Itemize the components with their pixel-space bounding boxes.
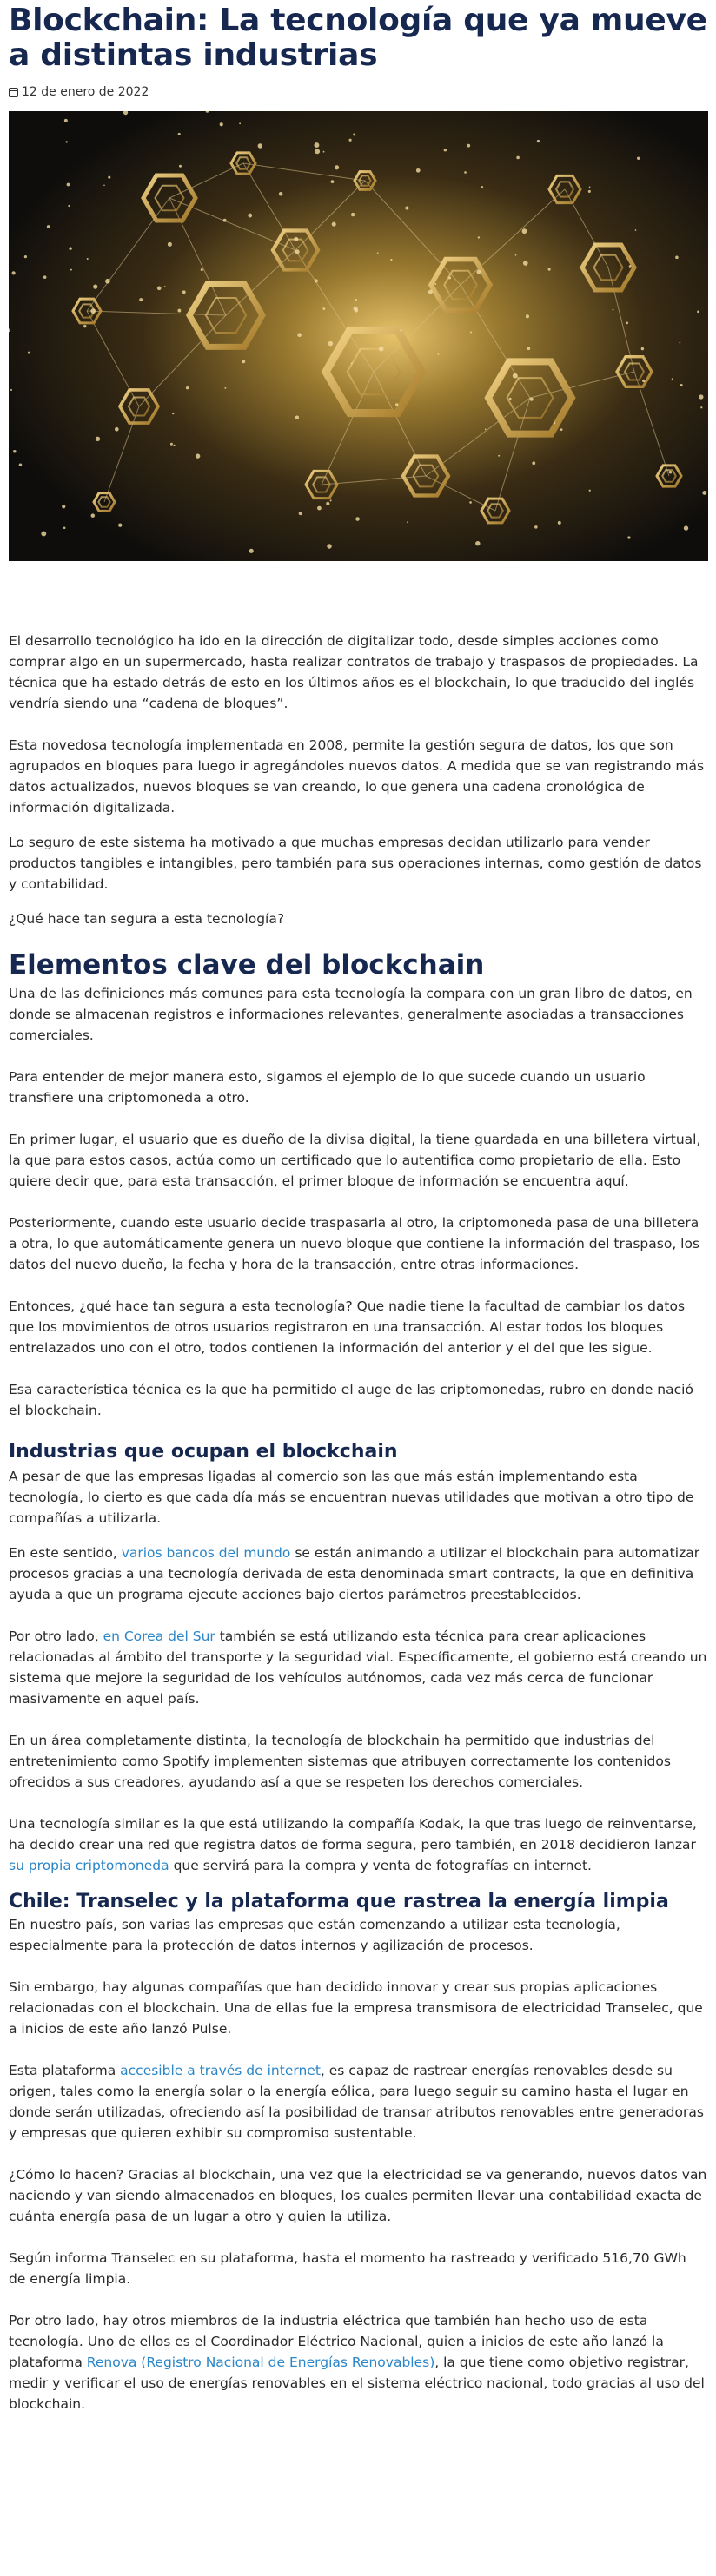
section-heading: Industrias que ocupan el blockchain (9, 1441, 398, 1463)
network-node (67, 183, 70, 187)
network-node (537, 140, 540, 142)
network-node (330, 499, 332, 501)
network-node (395, 403, 398, 406)
network-node (157, 287, 162, 291)
network-node (249, 549, 254, 553)
paragraph (9, 1626, 707, 1709)
network-node (527, 347, 530, 350)
network-node (699, 394, 703, 399)
network-node (172, 413, 174, 414)
network-node (642, 380, 645, 382)
network-node (242, 360, 245, 363)
network-node (105, 279, 110, 284)
network-node (317, 506, 322, 511)
paragraph: Esta novedosa tecnología implementada en 2008, permite la gestión segura de datos, los que son agrupados en bloques para luego ir agregándoles nuevos datos. A medida que se van registrando más datos actualizados, nuevos bloques se van creando, lo que genera una cadena cronológica de información digitalizada. (9, 737, 705, 816)
date-text: 12 de enero de 2022 (22, 85, 149, 99)
network-node (684, 525, 688, 530)
network-node (434, 283, 436, 285)
network-node (90, 308, 96, 314)
network-node (672, 378, 673, 380)
network-node (498, 455, 500, 457)
network-node (323, 151, 325, 153)
network-node (239, 122, 241, 124)
network-node (416, 168, 421, 173)
paragraph: A pesar de que las empresas ligadas al comercio son las que más están implementando esta tecnología, lo cierto es que cada día más se encuentran nuevas utilidades que motivan a otro tipo de compañías a utilizarla. (9, 1469, 694, 1526)
paragraph: En un área completamente distinta, la tecnología de blockchain ha permitido que industrias del entretenimiento como Spotify implementen sistemas que atribuyen correctamente los contenidos ofrecidos a sus creadores, ayudando así a que se respeten los derechos comerciales. (9, 1733, 671, 1790)
network-node (19, 463, 22, 466)
network-node (139, 298, 143, 301)
network-node (115, 427, 119, 432)
network-node (558, 521, 561, 525)
network-node (534, 525, 538, 529)
network-node (178, 133, 181, 135)
network-node (702, 491, 706, 495)
network-node (390, 259, 392, 261)
network-node (530, 398, 534, 401)
text-span: se están animando a utilizar el blockchain para automatizar procesos gracias a una tecnología derivada de esta denominada smart contracts, la que en definitiva ayuda a que un programa ejecute acciones bajo ciertos parámetros preestablecidos. (9, 1545, 700, 1602)
network-node (612, 309, 613, 311)
calendar-icon (9, 88, 18, 97)
article-title: Blockchain: La tecnología que ya mueve a distintas industrias (9, 3, 707, 73)
network-node (332, 222, 336, 227)
network-node (168, 242, 172, 247)
network-node (326, 502, 329, 505)
text-span: , la que tiene como objetivo registrar, medir y verificar el uso de energías renovables en el sistema eléctrico nacional, todo gracias al uso del blockchain. (9, 2355, 705, 2412)
network-node (351, 213, 355, 216)
network-node (12, 271, 16, 274)
network-node (351, 362, 353, 364)
network-node (28, 352, 30, 354)
network-node (355, 309, 358, 313)
network-node (635, 229, 637, 231)
network-node (328, 341, 334, 347)
network-node (526, 314, 529, 318)
network-node (103, 184, 105, 186)
network-node (470, 332, 472, 334)
paragraph: El desarrollo tecnológico ha ido en la dirección de digitalizar todo, desde simples acciones como comprar algo en un supermercado, hasta realizar contratos de trabajo y traspasos de propiedades. La técnica que ha estado detrás de esto en los últimos años es el blockchain, lo que traducido del inglés vendría siendo una “cadena de bloques”. (9, 633, 699, 711)
paragraph: Posteriormente, cuando este usuario decide traspasarla al otro, la criptomoneda pasa de una billetera a otra, lo que automáticamente genera un nuevo bloque que contiene la información del traspaso, los datos del nuevo dueño, la fecha y hora de la transacción, entre otras informaciones. (9, 1215, 700, 1272)
network-node (637, 157, 640, 160)
network-node (469, 501, 472, 504)
paragraph (9, 2060, 707, 2143)
network-node (10, 389, 12, 391)
network-node (629, 265, 632, 268)
network-node (669, 471, 672, 473)
paragraph: ¿Cómo lo hacen? Gracias al blockchain, una vez que la electricidad se va generando, nuevos datos van naciendo y van siendo almacenados en bloques, los cuales permiten llevar una contabilidad exacta de cuánta energía pasa de un lugar a otro y quien la utiliza. (9, 2167, 707, 2224)
network-node (509, 398, 512, 400)
text-span: Por otro lado, hay otros miembros de la industria eléctrica que también han hecho uso de esta tecnología. Uno de ellos es el Coordinador Eléctrico Nacional, quien a inicios de este año lanzó la plataforma (9, 2313, 664, 2370)
network-node (627, 536, 630, 538)
network-node (68, 205, 70, 207)
network-node (91, 513, 96, 518)
paragraph: Para entender de mejor manera esto, sigamos el ejemplo de lo que sucede cuando un usuario transfiere una criptomoneda a otro. (9, 1069, 646, 1106)
network-node (349, 139, 352, 142)
network-node (377, 252, 379, 254)
network-node (327, 544, 331, 548)
network-node (478, 236, 480, 238)
network-node (467, 144, 470, 148)
network-node (477, 270, 481, 274)
network-node (475, 541, 480, 545)
network-node (96, 437, 100, 441)
network-node (485, 429, 487, 431)
paragraph: Esa característica técnica es la que ha permitido el auge de las criptomonedas, rubro en donde nació el blockchain. (9, 1382, 693, 1418)
paragraph (9, 1542, 707, 1605)
network-node (201, 268, 203, 271)
network-node (405, 206, 408, 209)
network-node (548, 268, 551, 271)
network-node (62, 505, 65, 508)
network-node (279, 192, 282, 195)
network-node (64, 119, 68, 122)
network-node (680, 384, 683, 386)
link-corea[interactable]: en Corea del Sur (103, 1628, 215, 1644)
link-renova[interactable]: Renova (Registro Nacional de Energías Renovables) (86, 2355, 435, 2370)
paragraph: En primer lugar, el usuario que es dueño de la divisa digital, la tiene guardada en una billetera virtual, la que para estos casos, actúa como un certificado que lo autentifica como propietario de ella. Esto quiere decir que, para esta transacción, el primer bloque de información se encuentra aquí. (9, 1132, 701, 1189)
network-node (522, 228, 527, 234)
network-node (69, 247, 72, 250)
network-node (118, 524, 122, 527)
paragraph: ¿Qué hace tan segura a esta tecnología? (9, 911, 285, 927)
network-node (560, 428, 563, 431)
network-node (24, 255, 27, 258)
article-body (9, 561, 707, 2414)
network-node (41, 532, 46, 537)
network-node (322, 307, 325, 310)
network-node (177, 309, 181, 313)
network-node (554, 422, 555, 424)
link-criptomoneda[interactable]: su propia criptomoneda (9, 1858, 169, 1873)
text-span: En este sentido, (9, 1545, 122, 1561)
network-node (697, 311, 699, 314)
network-node (93, 285, 97, 289)
network-node (47, 225, 50, 228)
network-node (223, 219, 227, 222)
section-heading: Elementos clave del blockchain (9, 949, 485, 981)
network-node (532, 461, 535, 465)
network-node (315, 279, 318, 282)
network-node (700, 406, 702, 408)
network-node (196, 453, 200, 458)
paragraph (9, 2310, 707, 2414)
hero-image (9, 111, 708, 561)
network-node (626, 322, 628, 325)
network-node (355, 299, 357, 301)
network-node (164, 286, 166, 287)
network-node (513, 373, 518, 379)
network-node (258, 143, 262, 148)
text-span: Esta plataforma (9, 2063, 121, 2078)
network-node (331, 180, 335, 183)
link-pulse[interactable]: accesible a través de internet (120, 2063, 321, 2078)
network-node (464, 171, 467, 174)
network-node (220, 122, 223, 126)
network-node (379, 347, 384, 352)
network-node (428, 290, 433, 294)
network-node (448, 277, 451, 280)
text-span: Una tecnología similar es la que está utilizando la compañía Kodak, la que tras luego de reinventarse, ha decido crear una red que registra datos de forma segura, pero también, en 2018 decidieron lanzar (9, 1816, 697, 1853)
network-node (295, 249, 300, 254)
network-node (70, 269, 72, 271)
paragraph: Lo seguro de este sistema ha motivado a que muchas empresas decidan utilizarlo para vender productos tangibles e intangibles, pero también para sus operaciones internas, como gestión de datos y contabilidad. (9, 835, 702, 892)
network-node (407, 521, 408, 523)
network-node (355, 517, 360, 521)
network-node (83, 325, 86, 327)
text-span: también se está utilizando esta técnica para crear aplicaciones relacionadas al ámbito del transporte y la seguridad vial. Específicamente, el gobierno está creando un sistema que mejore la seguridad de los vehículos autónomos, cada vez más cerca de funcionar masivamente en aquel país. (9, 1628, 707, 1707)
network-node (641, 347, 644, 350)
network-node (314, 142, 319, 148)
network-node (438, 353, 440, 355)
paragraph: En nuestro país, son varias las empresas que están comenzando a utilizar esta tecnología, especialmente para la protección de datos internos y agilización de procesos. (9, 1917, 620, 1953)
paragraph: Entonces, ¿qué hace tan segura a esta tecnología? Que nadie tiene la facultad de cambiar los datos que los movimientos de otros usuarios registraron en una transacción. Al estar todos los bloques entrelazados uno con el otro, todos contienen la información del anterior y el del que les sigue. (9, 1298, 686, 1356)
network-node (170, 443, 173, 446)
network-node (295, 416, 299, 419)
network-node (179, 165, 182, 168)
network-node (182, 290, 186, 294)
paragraph: Según informa Transelec en su plataforma, hasta el momento ha rastreado y verificado 516,70 GWh de energía limpia. (9, 2250, 686, 2287)
network-node (294, 237, 298, 241)
network-node (186, 386, 189, 389)
paragraph (9, 1813, 707, 1876)
network-node (297, 333, 302, 337)
network-node (523, 261, 528, 266)
network-node (516, 156, 520, 160)
network-node (13, 450, 17, 453)
paragraph: Sin embargo, hay algunas compañías que han decidido innovar y crear sus propias aplicaciones relacionadas con el blockchain. Una de ellas fue la empresa transmisora de electricidad Transelec, que a inicios de este año lanzó Pulse. (9, 1979, 703, 2037)
network-node (173, 445, 175, 446)
network-node (63, 526, 66, 529)
network-node (589, 186, 591, 188)
network-node (444, 149, 447, 151)
text-span: , es capaz de rastrear energías renovables desde su origen, tales como la energía solar o la energía eólica, para luego seguir su camino hasta el lugar en donde serán utilizadas, ofreciendo así la posibilidad de transar atributos renovables entre generadoras y empresas que quieren exhibir su compromiso sustentable. (9, 2063, 704, 2141)
article-date (9, 85, 707, 99)
network-node (108, 176, 110, 179)
network-node (315, 149, 320, 154)
network-node (224, 387, 226, 389)
network-node (43, 275, 47, 279)
network-node (248, 214, 252, 218)
network-node (353, 134, 355, 136)
network-node (335, 165, 339, 169)
network-node (87, 258, 89, 260)
text-span: que servirá para la compra y venta de fotografías en internet. (169, 1858, 592, 1873)
section-heading: Chile: Transelec y la plataforma que rastrea la energía limpia (9, 1891, 669, 1912)
network-node (675, 256, 679, 260)
network-node (400, 329, 401, 331)
network-node (481, 186, 483, 188)
network-node (515, 254, 517, 256)
network-node (588, 190, 591, 193)
link-bancos[interactable]: varios bancos del mundo (121, 1545, 291, 1561)
network-node (299, 512, 302, 515)
network-node (680, 342, 681, 344)
text-span: Por otro lado, (9, 1628, 103, 1644)
network-node (589, 490, 591, 492)
network-node (66, 141, 68, 142)
paragraph: Una de las definiciones más comunes para esta tecnología la compara con un gran libro de datos, en donde se almacenan registros e informaciones relevantes, generalmente asociadas a transacciones comerciales. (9, 986, 693, 1043)
